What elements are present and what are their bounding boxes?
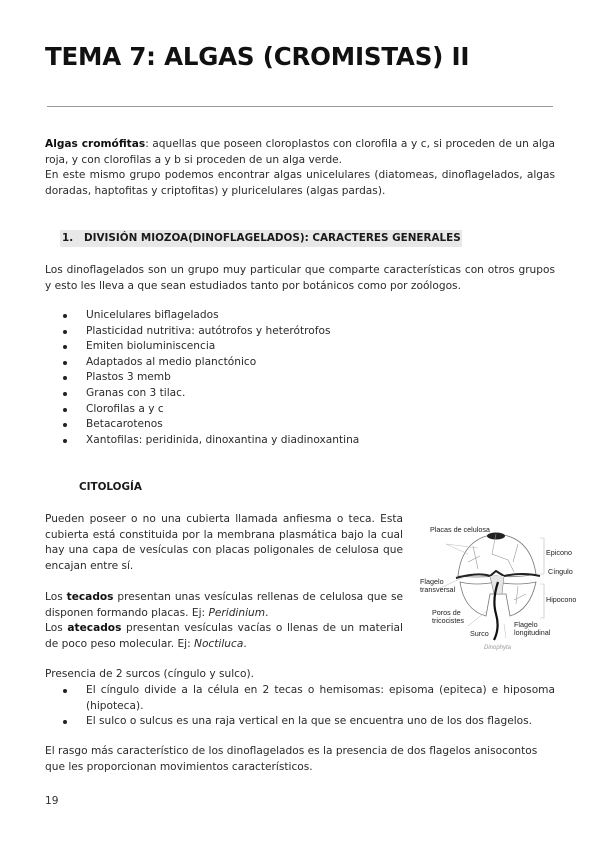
label-epicono: Epicono (546, 548, 572, 557)
dinoflagellate-diagram (418, 524, 578, 659)
bullet-icon (63, 439, 67, 443)
list-item: Unicelulares biflagelados (58, 308, 458, 324)
subheading-citologia: CITOLOGÍA (79, 481, 142, 493)
section-number: 1. (62, 232, 74, 244)
list-item: Plasticidad nutritiva: autótrofos y heterótrofos (58, 324, 458, 340)
bullet-icon (63, 689, 67, 693)
list-item: El cíngulo divide a la célula en 2 tecas o hemisomas: episoma (epiteca) e hiposoma (hipoteca). (58, 683, 555, 714)
label-cingulo: Cíngulo (548, 567, 573, 576)
list-item: Granas con 3 tilac. (58, 386, 458, 402)
bullet-icon (63, 423, 67, 427)
list-item: El sulco o sulcus es una raja vertical en la que se encuentra uno de los dos flagelos. (58, 714, 555, 730)
list-item: Clorofilas a y c (58, 402, 458, 418)
bullet-icon (63, 330, 67, 334)
label-poros-tricocistes: Poros de tricocistes (432, 608, 464, 625)
citologia-paragraph-1: Pueden poseer o no una cubierta llamada anfiesma o teca. Esta cubierta está constituida por la membrana plasmática bajo la cual hay una capa de vesículas con placas poligonales de celulosa que encajan entre sí. (45, 513, 403, 572)
atecados-paragraph: Los atecados presentan vesículas vacías o llenas de un material de poco peso molecular. Ej: Noctiluca. (45, 622, 403, 650)
bullet-icon (63, 408, 67, 412)
closing-paragraph: El rasgo más característico de los dinoflagelados es la presencia de dos flagelos anisocontos que les proporcionan movimientos característicos. (45, 745, 538, 773)
list-item: Plastos 3 memb (58, 370, 458, 386)
surcos-intro: Presencia de 2 surcos (cíngulo y sulco). (45, 668, 254, 680)
section-heading-1 (60, 230, 462, 247)
bullet-icon (63, 345, 67, 349)
example-noctiluca: Noctiluca (194, 637, 244, 650)
list-item: Betacarotenos (58, 417, 458, 433)
intro-bold-term: Algas cromófitas (45, 138, 146, 150)
section1-paragraph: Los dinoflagelados son un grupo muy particular que comparte características con otros grupos y esto les lleva a que sean estudiados tanto por botánicos como por zoólogos. (45, 264, 555, 292)
figure-caption: Dinophyta (484, 645, 512, 651)
tecados-paragraph: Los tecados presentan unas vesículas rellenas de celulosa que se disponen formando placas. Ej: Peridinium. (45, 591, 403, 619)
intro-text-2: En este mismo grupo podemos encontrar algas unicelulares (diatomeas, dinoflagelados, algas doradas, haptofitas y criptofitas) y pluricelulares (algas pardas). (45, 169, 555, 197)
bullet-icon (63, 392, 67, 396)
page-number: 19 (45, 795, 59, 807)
label-hipocono: Hipocono (546, 595, 577, 604)
surcos-list (58, 683, 555, 730)
bullet-icon (63, 314, 67, 318)
term-tecados: tecados (66, 591, 114, 603)
example-peridinium: Peridinium (208, 606, 266, 619)
list-item: Adaptados al medio planctónico (58, 355, 458, 371)
bullet-icon (63, 720, 67, 724)
label-flagelo-longitudinal: Flagelo longitudinal (514, 620, 551, 637)
intro-paragraph (45, 137, 555, 199)
page-title: TEMA 7: ALGAS (CROMISTAS) II (45, 42, 470, 71)
label-placas-celulosa: Placas de celulosa (430, 525, 490, 534)
intro-text-1: : aquellas que poseen cloroplastos con clorofila a y c, si proceden de un alga roja, y con clorofilas a y b si proceden de un alga verde. (45, 138, 556, 166)
label-flagelo-transversal: Flagelo transversal (420, 577, 456, 594)
bullet-icon (63, 361, 67, 365)
term-atecados: atecados (67, 622, 122, 634)
list-item: Xantofilas: peridinida, dinoxantina y diadinoxantina (58, 433, 458, 449)
title-divider (47, 106, 553, 107)
list-item: Emiten bioluminiscencia (58, 339, 458, 355)
bullet-icon (63, 376, 67, 380)
label-surco: Surco (470, 629, 489, 638)
section-heading-text: DIVISIÓN MIOZOA(DINOFLAGELADOS): CARACTERES GENERALES (84, 232, 461, 244)
characteristics-list (58, 308, 458, 448)
